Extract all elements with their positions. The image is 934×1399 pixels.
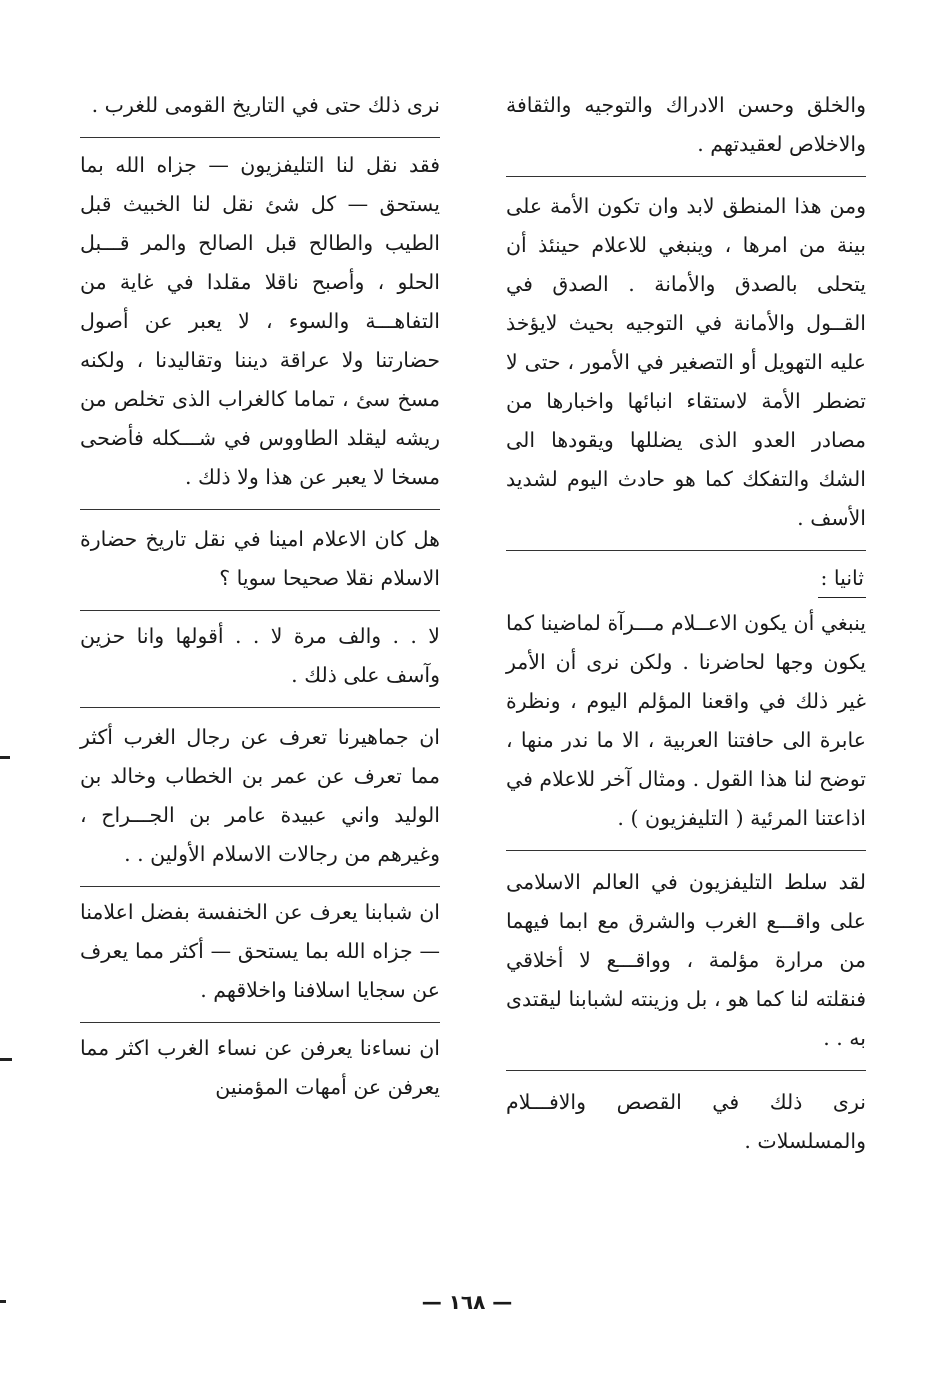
paragraph: ومن هذا المنطق لابد وان تكون الأمة على بينة من امرها ، وينبغي للاعلام حينئذ أن يتحلى بالصدق والأمانة . الصدق في القــول والأمانة في التوجيه بحيث لايؤخذ عليه التهويل أو التصغير في الأمور ، حتى لا تضطر الأمة لاستقاء انبائها واخبارها من مصادر العدو الذى يضللها ويقودها الى الشك والتفكك كما هو حادث اليوم لشديد الأسف .	[506, 194, 866, 530]
paragraph: والخلق وحسن الادراك والتوجيه والثقافة والاخلاص لعقيدتهم .	[506, 93, 866, 156]
paragraph: ان شبابنا يعرف عن الخنفسة بفضل اعلامنا — جزاه الله بما يستحق — أكثر مما يعرف عن سجايا اسلافنا واخلاقهم .	[80, 900, 440, 1002]
divider	[506, 550, 866, 551]
paragraph: فقد نقل لنا التليفزيون — جزاه الله بما يستحق — كل شئ نقل لنا الخبيث قبل الطيب والطالح قبل الصالح والمر قـــبل الحلو ، وأصبح ناقلا مقلدا في غاية من التفاهـــة والسوء ، لا يعبر عن أصول حضارتنا ولا عراقة ديننا وتقاليدنا ، ولكنه مسخ سئ ، تماما كالغراب الذى تخلص من ريشه ليقلد الطاووس في شـــكله فأضحى مسخا لا يعبر عن هذا ولا ذلك .	[80, 153, 440, 489]
divider	[506, 176, 866, 177]
paragraph: ينبغي أن يكون الاعــلام مـــرآة لماضينا كما يكون وجها لحاضرنا . ولكن نرى أن الأمر غير ذلك في واقعنا المؤلم اليوم ، ونظرة عابرة الى حافتنا العربية ، الا ما ندر منها ، توضح لنا هذا القول . ومثال آخر للاعلام في اذاعتنا المرئية ( التليفزيون ) .	[506, 611, 866, 830]
paragraph: نرى ذلك في القصص والافـــلام والمسلسلات .	[506, 1090, 866, 1153]
paragraph: نرى ذلك حتى في التاريخ القومى للغرب .	[91, 93, 440, 117]
paragraph: ان جماهيرنا تعرف عن رجال الغرب أكثر مما تعرف عن عمر بن الخطاب وخالد بن الوليد واني عبيدة عامر بن الجـــراح ، وغيرهم من رجالات الاسلام الأولين . .	[80, 725, 440, 866]
divider	[80, 137, 440, 138]
divider	[80, 886, 440, 887]
left-column	[80, 86, 440, 1119]
page-number: — ١٦٨ —	[421, 1290, 513, 1314]
divider	[80, 610, 440, 611]
paragraph: لقد سلط التليفزيون في العالم الاسلامى على واقـــع الغرب والشرق مع ابما فيهما من مرارة مؤلمة ، وواقـــع لا أخلاقي فنقلته لنا كما هو ، بل وزينته لشبابنا ليقتدى به . .	[506, 870, 866, 1050]
divider	[80, 1022, 440, 1023]
scan-mark	[0, 1058, 12, 1061]
paragraph: هل كان الاعلام امينا في نقل تاريخ حضارة الاسلام نقلا صحيحا سويا ؟	[80, 527, 440, 590]
section-heading: ثانيا :	[818, 561, 866, 598]
scan-mark	[0, 1300, 6, 1303]
scan-mark	[0, 756, 10, 759]
divider	[80, 509, 440, 510]
right-column	[506, 86, 866, 1173]
divider	[506, 850, 866, 851]
divider	[80, 707, 440, 708]
paragraph: لا . . والف مرة لا . . أقولها وانا حزين وآسف على ذلك .	[80, 624, 440, 687]
paragraph: ان نساءنا يعرفن عن نساء الغرب اكثر مما يعرفن عن أمهات المؤمنين	[80, 1036, 440, 1099]
divider	[506, 1070, 866, 1071]
